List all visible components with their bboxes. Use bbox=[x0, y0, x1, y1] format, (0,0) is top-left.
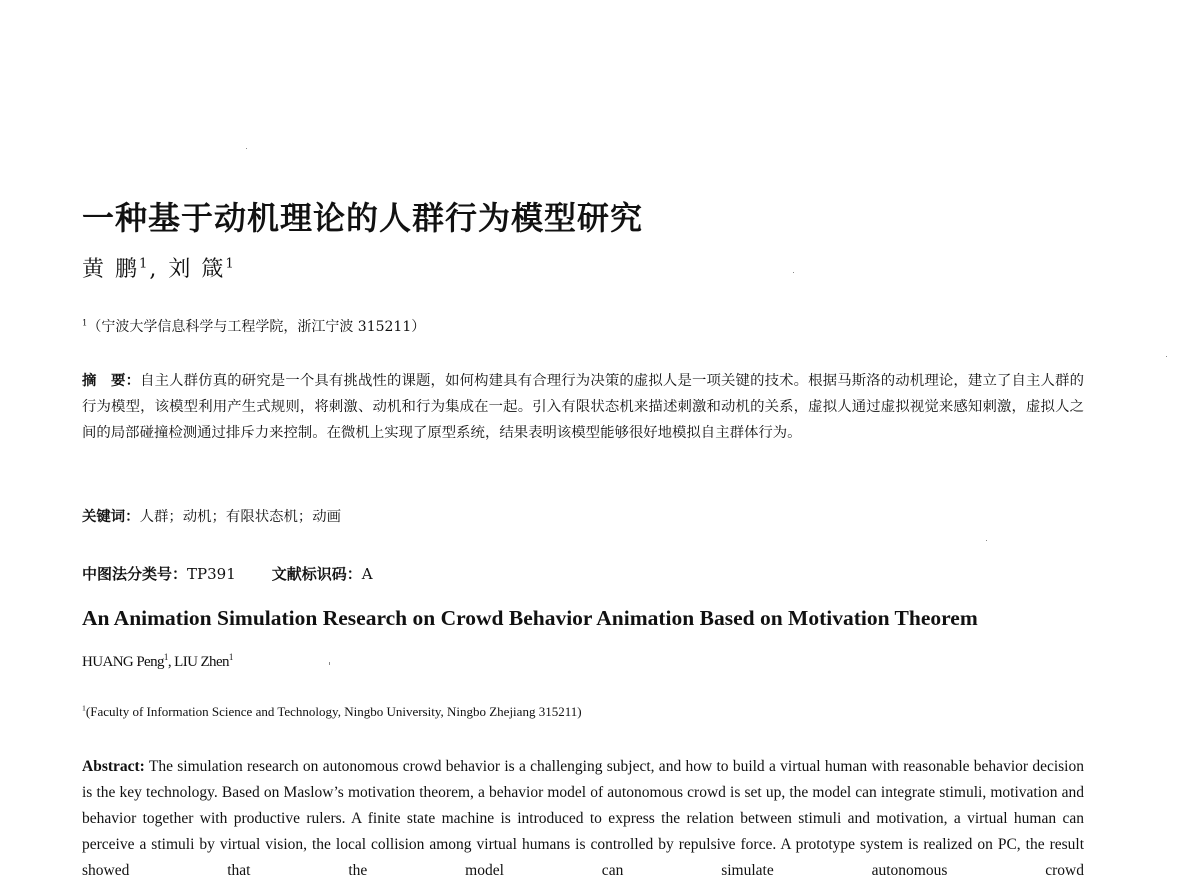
keywords-text: 人群；动机；有限状态机；动画 bbox=[139, 509, 342, 525]
scan-speck bbox=[986, 540, 987, 541]
keywords-label: 关键词： bbox=[82, 508, 140, 525]
affiliation-mark: 1 bbox=[82, 317, 88, 328]
author-affiliation-mark: 1 bbox=[139, 256, 150, 272]
author-affiliation-mark: 1 bbox=[228, 652, 233, 662]
scan-speck bbox=[1166, 356, 1167, 357]
affiliation-text: (Faculty of Information Science and Technology, Ningbo University, Ningbo Zhejiang 315211) bbox=[85, 704, 582, 719]
abstract-label: 摘 要： bbox=[82, 372, 141, 389]
clc-label: 中图法分类号： bbox=[82, 565, 188, 583]
affiliation-mark: 1 bbox=[82, 703, 86, 713]
abstract-label: Abstract: bbox=[82, 758, 145, 775]
keywords-chinese bbox=[82, 505, 341, 526]
abstract-body: 自主人群仿真的研究是一个具有挑战性的课题，如何构建具有合理行为决策的虚拟人是一项关键的技术。根据马斯洛的动机理论，建立了自主人群的行为模型，该模型利用产生式规则，将刺激、动机和行为集成在一起。引入有限状态机来描述刺激和动机的关系，虚拟人通过虚拟视觉来感知刺激，虚拟人之间的局部碰撞检测通过排斥力来控制。在微机上实现了原型系统，结果表明该模型能够很好地模拟自主群体行为。 bbox=[82, 373, 1084, 441]
affiliation-chinese bbox=[82, 316, 425, 336]
document-code-label: 文献标识码： bbox=[271, 565, 362, 583]
author-affiliation-mark: 1 bbox=[163, 652, 168, 662]
affiliation-english bbox=[82, 704, 582, 720]
document-code-value: A bbox=[361, 565, 373, 583]
affiliation-text: （宁波大学信息科学与工程学院，浙江宁波 315211） bbox=[87, 319, 426, 335]
scan-speck bbox=[246, 148, 247, 149]
authors-chinese bbox=[82, 252, 236, 283]
author-affiliation-mark: 1 bbox=[225, 256, 236, 272]
authors-english bbox=[82, 654, 233, 671]
abstract-body: The simulation research on autonomous crowd behavior is a challenging subject, and how to build a virtual human with reasonable behavior decision is the key technology. Based on Maslow’s motivation theorem, a behavior model of autonomous crowd is set up, the model can integrate stimuli, motivation and behavior together with productive rulers. A finite state machine is introduced to express the relation between stimuli and motivation, a virtual human can perceive a stimuli by virtual vision, the local collision among virtual humans is controlled by repulsive force. A prototype system is realized on PC, the result showed that the model can simulate autonomous crowd bbox=[82, 758, 1084, 879]
author-separator: , bbox=[167, 654, 175, 670]
author-name: 黄 鹏 bbox=[82, 257, 139, 282]
scan-speck bbox=[793, 272, 794, 273]
abstract-english bbox=[82, 754, 1084, 884]
author-separator: , bbox=[149, 257, 159, 282]
scan-speck bbox=[329, 662, 330, 665]
author-name: LIU Zhen bbox=[174, 654, 229, 670]
author-name: HUANG Peng bbox=[82, 654, 164, 670]
clc-value: TP391 bbox=[187, 565, 236, 583]
abstract-chinese bbox=[82, 368, 1084, 446]
classification-line bbox=[82, 563, 373, 584]
paper-title-chinese: 一种基于动机理论的人群行为模型研究 bbox=[82, 199, 644, 237]
paper-title-english: An Animation Simulation Research on Crowd Behavior Animation Based on Motivation Theorem bbox=[82, 606, 978, 630]
author-name: 刘 箴 bbox=[168, 257, 226, 282]
